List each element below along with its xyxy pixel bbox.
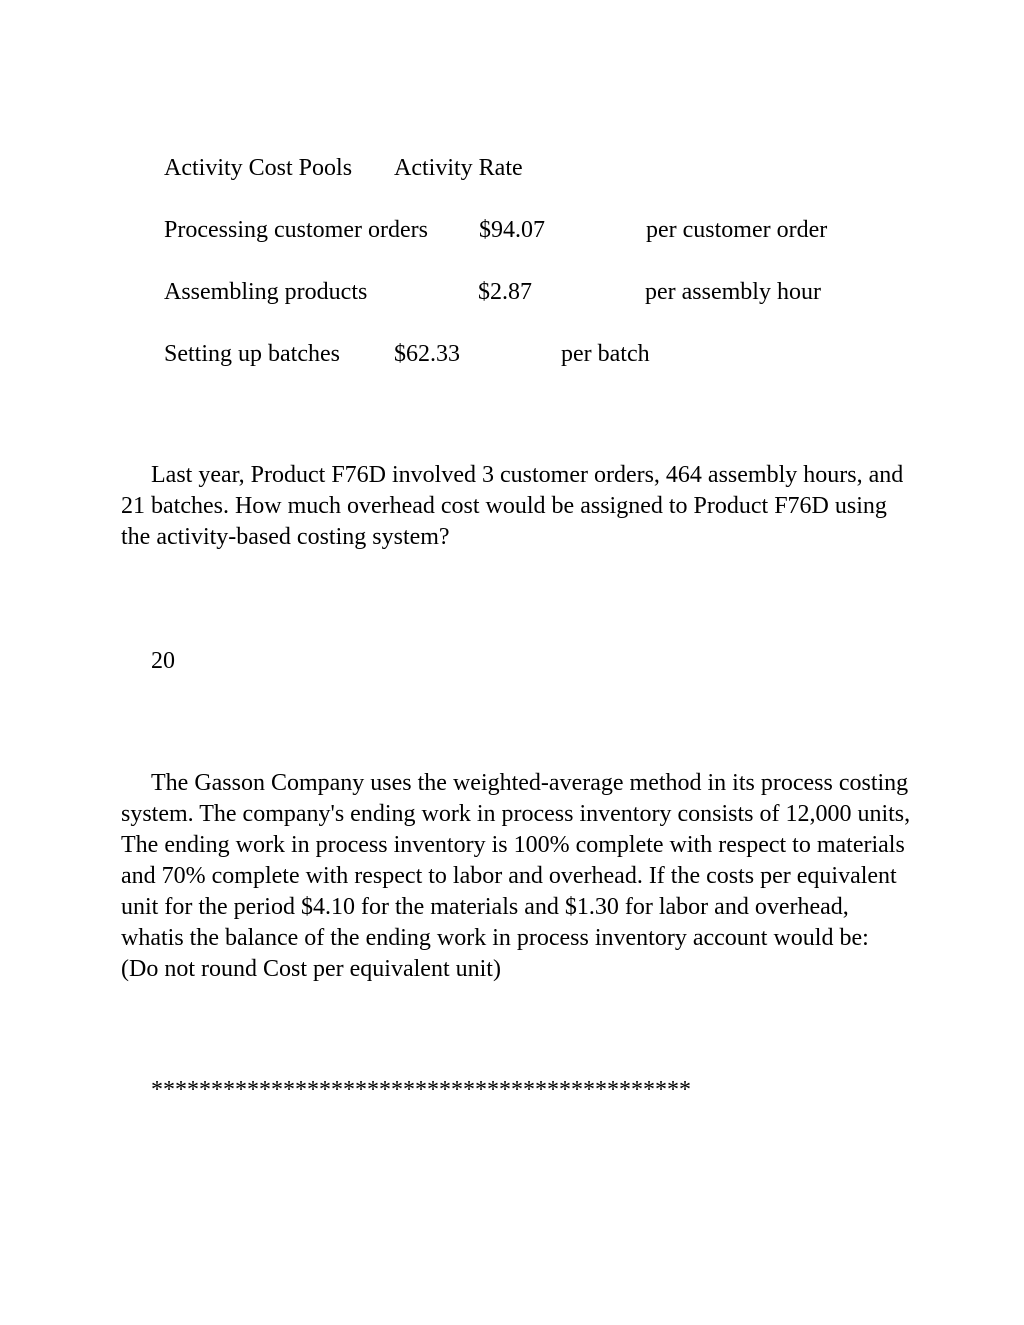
- question-paragraph: [121, 460, 921, 553]
- question-text: Last year, Product F76D involved 3 customer orders, 464 assembly hours, and 21 batches. How much overhead cost would be assigned to Product F76D using the activity-based costing system?: [121, 462, 904, 550]
- question-text: The Gasson Company uses the weighted-average method in its process costing system. The company's ending work in process inventory consists of 12,000 units, The ending work in process inventory is 100% complete with respect to materials and 70% complete with respect to labor and overhead. If the costs per equivalent unit for the period $4.10 for the materials and $1.30 for labor and overhead, whatis the balance of the ending work in process inventory account would be: (Do not round Cost per equivalent unit): [121, 770, 911, 982]
- table-header-pools: Activity Cost Pools: [164, 155, 353, 181]
- table-row-pool: Setting up batches: [164, 341, 340, 367]
- table-row-rate: $94.07: [479, 217, 545, 243]
- table-row-pool: Processing customer orders: [164, 217, 428, 243]
- table-row-rate: $2.87: [478, 279, 532, 305]
- table-row-rate: $62.33: [394, 341, 460, 367]
- table-row-pool: Assembling products: [164, 279, 368, 305]
- table-header-rate: Activity Rate: [394, 155, 523, 181]
- separator-line: *********************************************: [151, 1077, 691, 1103]
- table-row-unit: per batch: [561, 341, 650, 367]
- question-number: 20: [151, 648, 175, 674]
- table-row-unit: per assembly hour: [645, 279, 821, 305]
- question-paragraph: [121, 768, 911, 985]
- table-row-unit: per customer order: [646, 217, 828, 243]
